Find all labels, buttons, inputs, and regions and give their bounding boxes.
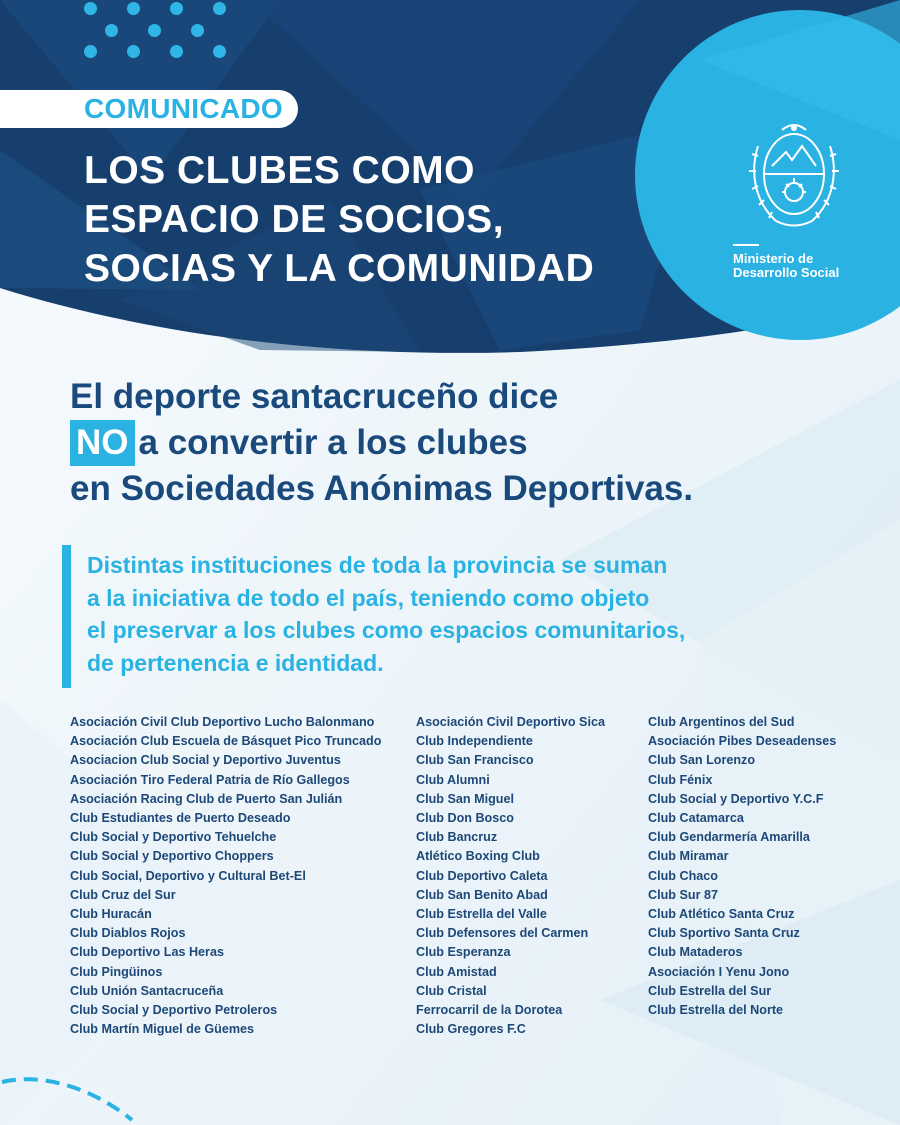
list-item: Club Sportivo Santa Cruz	[648, 926, 800, 941]
club-list-column-1	[70, 713, 381, 1039]
list-item: Asociación Tiro Federal Patria de Río Gallegos	[70, 772, 350, 787]
list-item: Club Social y Deportivo Y.C.F	[648, 791, 824, 806]
list-item: Club Gregores F.C	[416, 1022, 526, 1037]
list-item: Club San Lorenzo	[648, 753, 756, 768]
quote-line: el preservar a los clubes como espacios comunitarios,	[87, 617, 686, 643]
quote-line: Distintas instituciones de toda la provincia se suman	[87, 552, 668, 578]
quote-paragraph	[87, 549, 867, 679]
list-item: Club Diablos Rojos	[70, 926, 186, 941]
list-item: Asociación Pibes Deseadenses	[648, 734, 837, 749]
list-item: Club San Benito Abad	[416, 887, 548, 902]
list-item: Club Mataderos	[648, 945, 743, 960]
list-item: Club Deportivo Caleta	[416, 868, 548, 883]
list-item: Club Fénix	[648, 772, 713, 787]
list-item: Club Social y Deportivo Choppers	[70, 849, 274, 864]
list-item: Asociación Civil Deportivo Sica	[416, 715, 605, 729]
list-item: Club Estrella del Norte	[648, 1003, 784, 1018]
list-item: Club Gendarmería Amarilla	[648, 830, 810, 845]
headline	[84, 146, 644, 293]
list-item: Atlético Boxing Club	[416, 849, 540, 864]
list-item: Club Estudiantes de Puerto Deseado	[70, 811, 291, 826]
list-item: Club Martín Miguel de Güemes	[70, 1022, 255, 1037]
list-item: Asociación Club Escuela de Básquet Pico Truncado	[70, 734, 382, 749]
list-item: Club Chaco	[648, 868, 718, 883]
quote-accent-bar	[62, 545, 71, 688]
ministry-name-line: Desarrollo Social	[733, 265, 840, 280]
quote-line: a la iniciativa de todo el país, teniendo como objeto	[87, 584, 650, 611]
list-item: Club Cruz del Sur	[70, 887, 176, 902]
list-item: Club Esperanza	[416, 945, 511, 960]
list-item: Asociacion Club Social y Deportivo Juventus	[70, 753, 341, 768]
ministry-divider	[733, 244, 759, 246]
list-item: Asociación Racing Club de Puerto San Julián	[70, 791, 343, 806]
ministry-name	[733, 252, 839, 280]
list-item: Club Social y Deportivo Tehuelche	[70, 830, 277, 845]
list-item: Club Estrella del Valle	[416, 907, 547, 922]
statement-line: El deporte santacruceño dice	[70, 377, 559, 416]
list-item: Club Alumni	[416, 772, 490, 787]
list-item: Club Social, Deportivo y Cultural Bet-El	[70, 868, 306, 883]
list-item: Asociación I Yenu Jono	[648, 964, 790, 979]
list-item: Club Cristal	[416, 983, 487, 998]
main-statement	[70, 374, 870, 512]
list-item: Club Catamarca	[648, 811, 744, 826]
list-item: Asociación Civil Club Deportivo Lucho Balonmano	[70, 715, 375, 729]
list-item: Club Unión Santacruceña	[70, 983, 224, 998]
list-item: Club Bancruz	[416, 830, 498, 845]
quote-line: de pertenencia e identidad.	[87, 649, 384, 676]
list-item: Club San Miguel	[416, 791, 514, 806]
list-item: Club Sur 87	[648, 887, 718, 902]
club-list-column-2	[416, 713, 605, 1039]
list-item: Club Atlético Santa Cruz	[648, 907, 795, 922]
ministry-logo	[636, 0, 900, 356]
statement-line: en Sociedades Anónimas Deportivas.	[70, 469, 694, 508]
ministry-name-line: Ministerio de	[733, 251, 814, 266]
list-item: Ferrocarril de la Dorotea	[416, 1003, 563, 1018]
list-item: Club Miramar	[648, 849, 729, 864]
comunicado-label: COMUNICADO	[84, 93, 283, 124]
club-list-column-3	[648, 713, 836, 1020]
list-item: Club San Francisco	[416, 753, 534, 768]
list-item: Club Social y Deportivo Petroleros	[70, 1003, 278, 1018]
list-item: Club Estrella del Sur	[648, 983, 772, 998]
statement-line	[70, 420, 870, 466]
list-item: Club Don Bosco	[416, 811, 514, 826]
statement-line-rest: a convertir a los clubes	[138, 423, 528, 462]
list-item: Club Amistad	[416, 964, 497, 979]
provincial-seal-icon	[746, 116, 842, 236]
headline-line: ESPACIO DE SOCIOS,	[84, 198, 505, 241]
no-highlight: NO	[70, 420, 135, 466]
list-item: Club Pingüinos	[70, 964, 163, 979]
list-item: Club Deportivo Las Heras	[70, 945, 224, 960]
dot-grid-decoration	[84, 2, 234, 62]
list-item: Club Huracán	[70, 907, 152, 922]
list-item: Club Defensores del Carmen	[416, 926, 589, 941]
headline-line: SOCIAS Y LA COMUNIDAD	[84, 247, 595, 290]
headline-line: LOS CLUBES COMO	[84, 149, 476, 192]
list-item: Club Independiente	[416, 734, 533, 749]
list-item: Club Argentinos del Sud	[648, 715, 795, 729]
